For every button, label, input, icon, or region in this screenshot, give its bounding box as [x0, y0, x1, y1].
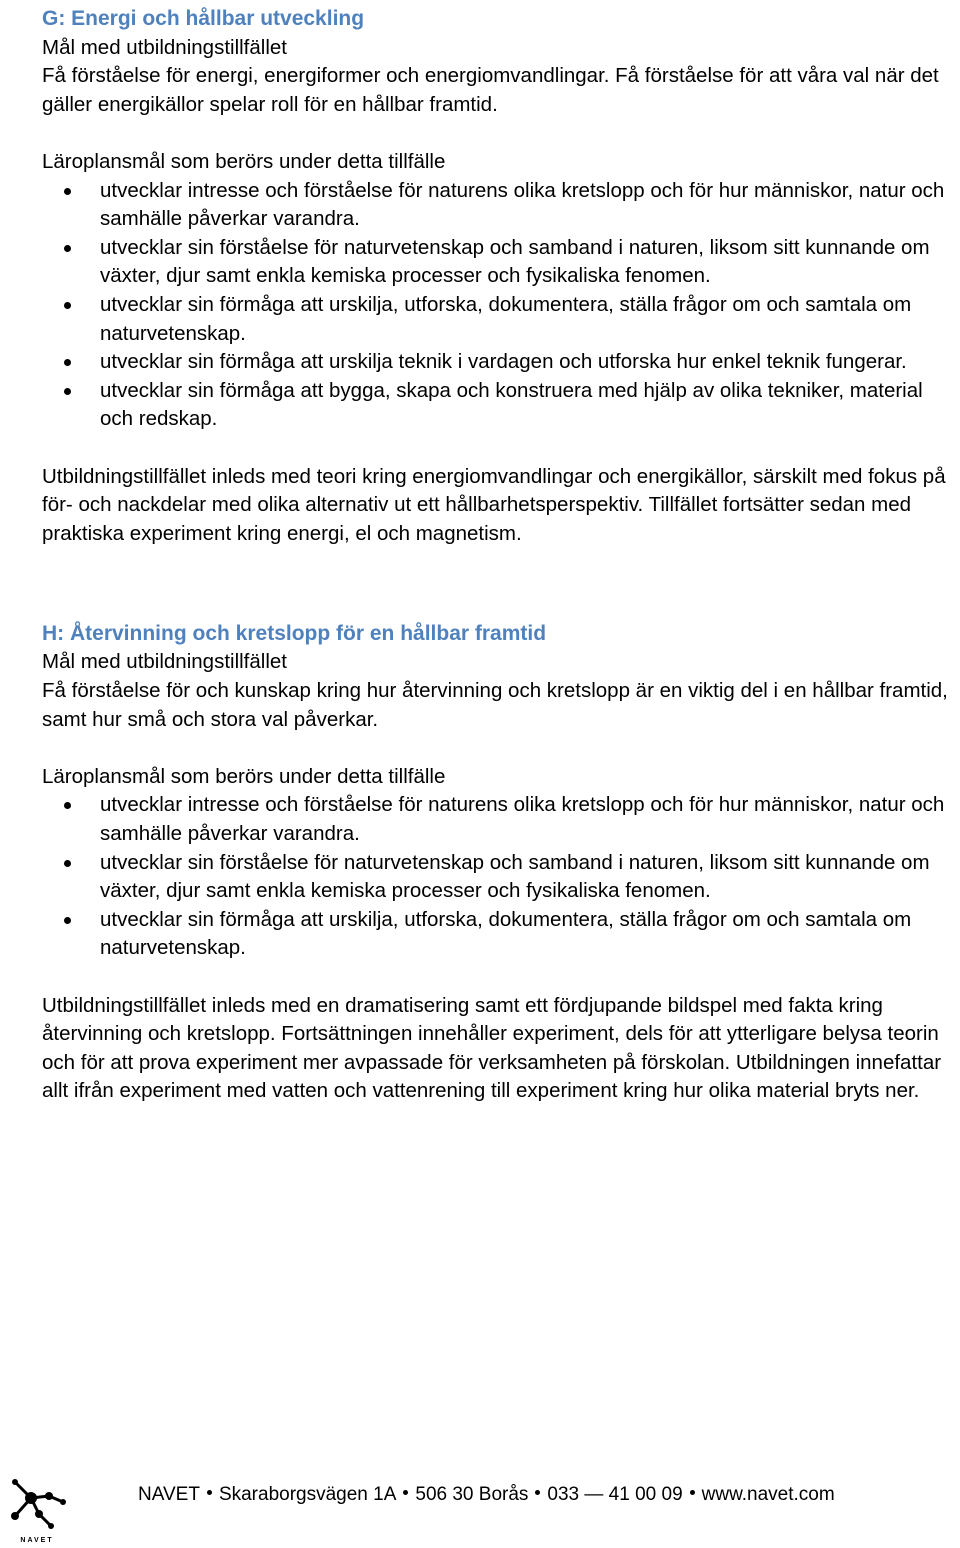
curriculum-label: Läroplansmål som berörs under detta tillfälle [42, 149, 446, 173]
logo-text: NAVET [20, 1537, 54, 1544]
separator-dot-icon [690, 1490, 695, 1495]
curriculum-list [42, 791, 960, 963]
curriculum-item: utvecklar sin förmåga att urskilja, utforska, dokumentera, ställa frågor om och samtala om naturvetenskap. [42, 291, 960, 348]
curriculum-item: utvecklar sin förmåga att bygga, skapa och konstruera med hjälp av olika tekniker, material och redskap. [42, 377, 960, 434]
separator-dot-icon [403, 1490, 408, 1495]
curriculum-list [42, 177, 960, 434]
separator-dot-icon [535, 1490, 540, 1495]
navet-logo [5, 1472, 69, 1546]
address: Skaraborgsvägen 1A [218, 1484, 397, 1505]
goal-label: Mål med utbildningstillfället [42, 650, 287, 674]
section-h [42, 620, 960, 1106]
curriculum-item: utvecklar sin förmåga att urskilja teknik i vardagen och utforska hur enkel teknik fungerar. [42, 348, 960, 377]
page-footer [0, 1470, 960, 1548]
bullet-icon [64, 388, 71, 395]
document-page [42, 5, 960, 1106]
goal-text: Få förståelse för energi, energiformer och energiomvandlingar. Få förståelse för att våra val när det gäller energikällor spelar roll för en hållbar framtid. [42, 64, 939, 116]
goal-label: Mål med utbildningstillfället [42, 35, 287, 59]
separator-dot-icon [207, 1490, 212, 1495]
goal-text: Få förståelse för och kunskap kring hur återvinning och kretslopp är en viktig del i en hållbar framtid, samt hur små och stora val påverkar. [42, 679, 948, 731]
curriculum-item: utvecklar sin förmåga att urskilja, utforska, dokumentera, ställa frågor om och samtala om naturvetenskap. [42, 906, 960, 963]
curriculum-item: utvecklar sin förståelse för naturvetenskap och samband i naturen, liksom sitt kunnande om växter, djur samt enkla kemiska processer och fysikaliska fenomen. [42, 849, 960, 906]
bullet-icon [64, 245, 71, 252]
org-name: NAVET [138, 1484, 200, 1505]
curriculum-item: utvecklar intresse och förståelse för naturens olika kretslopp och för hur människor, natur och samhälle påverkar varandra. [42, 177, 960, 234]
bullet-icon [64, 860, 71, 867]
bullet-icon [64, 302, 71, 309]
section-description: Utbildningstillfället inleds med en dramatisering samt ett fördjupande bildspel med fakta kring återvinning och kretslopp. Fortsättningen innehåller experiment, dels för att ytterligare belysa teorin och för att prova experiment mer avpassade för verksamheten på förskolan. Utbildningen innefattar allt ifrån experiment med vatten och vattenrening till experiment kring hur olika material bryts ner. [42, 993, 942, 1103]
section-description: Utbildningstillfället inleds med teori kring energiomvandlingar och energikällor, särskilt med fokus på för- och nackdelar med olika alternativ ut ett hållbarhetsperspektiv. Tillfället fortsätter sedan med praktiska experiment kring energi, el och magnetism. [42, 464, 946, 545]
bullet-icon [64, 802, 71, 809]
bullet-icon [64, 188, 71, 195]
contact-line [138, 1483, 835, 1507]
postal-code: 506 30 Borås [415, 1484, 529, 1505]
website-link[interactable]: www.navet.com [701, 1484, 835, 1505]
curriculum-label: Läroplansmål som berörs under detta tillfälle [42, 764, 446, 788]
section-g [42, 5, 960, 548]
bullet-icon [64, 359, 71, 366]
bullet-icon [64, 917, 71, 924]
curriculum-item: utvecklar sin förståelse för naturvetenskap och samband i naturen, liksom sitt kunnande om växter, djur samt enkla kemiska processer och fysikaliska fenomen. [42, 234, 960, 291]
phone: 033 — 41 00 09 [547, 1484, 683, 1505]
section-g-heading: G: Energi och hållbar utveckling [42, 7, 365, 30]
curriculum-item: utvecklar intresse och förståelse för naturens olika kretslopp och för hur människor, natur och samhälle påverkar varandra. [42, 791, 960, 848]
section-h-heading: H: Återvinning och kretslopp för en hållbar framtid [42, 621, 547, 645]
